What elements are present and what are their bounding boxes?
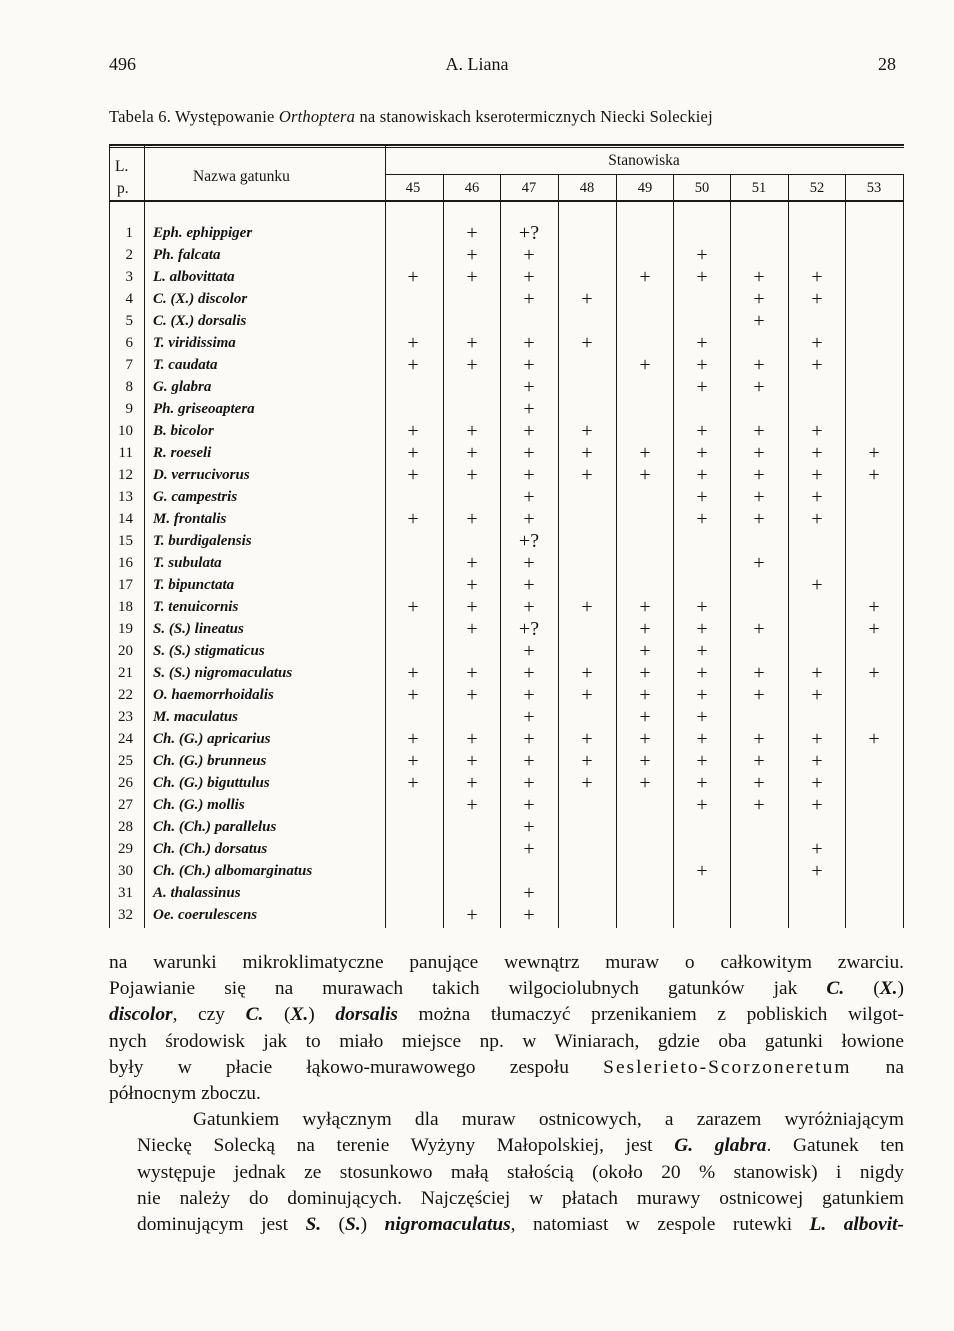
presence-mark: + [581,288,593,310]
presence-mark: +? [518,222,540,244]
taxon-name: discolor [109,1004,173,1026]
taxon-name: nigromaculatus [384,1214,511,1236]
species-name: T. bipunctata [153,577,235,593]
presence-mark: + [753,354,765,376]
text-run: północnym zboczu. [109,1083,261,1105]
taxon-name: dorsalis [335,1004,398,1026]
presence-mark: + [523,684,535,706]
text-run: ( [321,1214,346,1236]
species-name: D. verrucivorus [153,467,250,483]
table-top-rule [109,144,904,146]
presence-mark: + [811,574,823,596]
species-name: C. (X.) discolor [153,291,248,307]
species-name: S. (S.) lineatus [153,621,244,637]
caption-suffix: na stanowiskach kserotermicznych Niecki Soleckiej [359,107,713,126]
text-run: , natomiast w zespole rutewki [510,1214,810,1236]
presence-mark: + [466,904,478,926]
species-name: Eph. ephippiger [153,225,253,241]
presence-mark: + [696,442,708,464]
presence-mark: + [523,882,535,904]
presence-mark: + [523,640,535,662]
presence-mark: + [466,266,478,288]
presence-mark: + [811,486,823,508]
row-number: 25 [118,753,133,769]
taxon-name: C. [826,978,845,1000]
paragraph [109,950,904,1107]
row-number: 24 [118,731,133,747]
text-run: Pojawianie się na murawach takich wilgociolubnych gatunków jak [109,978,827,1000]
presence-mark: + [753,750,765,772]
text-line [109,1055,904,1081]
presence-mark: + [523,288,535,310]
presence-mark: + [639,684,651,706]
species-name: O. haemorrhoidalis [153,687,274,703]
taxon-name: X. [290,1004,309,1026]
presence-mark: + [753,376,765,398]
text-line [109,1029,904,1055]
presence-mark: + [811,508,823,530]
presence-mark: + [753,442,765,464]
text-line [109,1133,904,1159]
text-run: były w płacie łąkowo-murawowego zespołu [109,1056,604,1078]
species-name: Ch. (G.) mollis [153,797,245,813]
row-number: 27 [118,797,133,813]
presence-mark: + [696,640,708,662]
presence-mark: + [523,486,535,508]
table-top-rule-thin [109,147,904,148]
row-number: 8 [125,379,133,395]
presence-mark: + [753,310,765,332]
presence-mark: + [523,816,535,838]
text-line [109,1107,904,1133]
species-name: Ph. falcata [153,247,221,263]
body-text [109,950,904,1238]
presence-mark: + [753,772,765,794]
text-run: ) [897,978,904,1000]
presence-mark: + [753,662,765,684]
species-name: C. (X.) dorsalis [153,313,247,329]
species-name: Ch. (G.) apricarius [153,731,271,747]
presence-mark: + [696,464,708,486]
presence-mark: + [407,442,419,464]
presence-mark: + [753,486,765,508]
text-line [109,1186,904,1212]
text-line [109,1002,904,1028]
presence-mark: + [466,464,478,486]
presence-mark: + [639,640,651,662]
row-number: 30 [118,863,133,879]
presence-mark: + [466,618,478,640]
text-run: dominującym jest [137,1214,306,1236]
row-number: 6 [125,335,133,351]
row-number: 12 [118,467,133,483]
presence-mark: + [696,772,708,794]
presence-mark: + [811,838,823,860]
species-name: T. burdigalensis [153,533,252,549]
text-run: , czy [172,1004,246,1026]
presence-mark: + [639,772,651,794]
row-number: 10 [118,423,133,439]
presence-mark: + [639,750,651,772]
presence-mark: + [407,354,419,376]
occurrence-table [109,144,904,926]
presence-mark: + [696,332,708,354]
text-line [109,1212,904,1238]
presence-mark: + [523,794,535,816]
taxon-name: L. albovit- [809,1214,905,1236]
species-name: G. campestris [153,489,238,505]
species-name: T. viridissima [153,335,236,351]
presence-mark: + [523,442,535,464]
species-name: M. frontalis [153,511,227,527]
presence-mark: + [407,508,419,530]
row-number: 21 [118,665,133,681]
table-right-rule [903,174,904,928]
row-number: 18 [118,599,133,615]
site-header-46: 46 [464,180,480,196]
text-line [109,1081,904,1107]
presence-mark: + [811,728,823,750]
text-run: nie należy do dominujących. Najczęściej w płatach murawy ostnicowej gatunkiem [137,1187,904,1209]
presence-mark: + [639,662,651,684]
presence-mark: + [407,684,419,706]
presence-mark: + [466,420,478,442]
site-column-rule [845,174,846,928]
species-name: Ch. (Ch.) dorsatus [153,841,268,857]
presence-mark: + [753,288,765,310]
presence-mark: + [581,750,593,772]
presence-mark: + [466,222,478,244]
presence-mark: + [639,442,651,464]
site-header-49: 49 [637,180,653,196]
presence-mark: + [523,376,535,398]
presence-mark: + [696,860,708,882]
row-number: 32 [118,907,133,923]
presence-mark: + [753,420,765,442]
presence-mark: + [868,662,880,684]
species-name: S. (S.) stigmaticus [153,643,265,659]
presence-mark: + [407,750,419,772]
site-header-45: 45 [405,180,421,196]
sites-group-rule [385,174,904,175]
text-run: występuje jednak ze stosunkowo małą stałością (około 20 % stanowisk) i nigdy [137,1161,904,1183]
presence-mark: + [523,662,535,684]
site-header-50: 50 [694,180,710,196]
presence-mark: + [466,442,478,464]
presence-mark: +? [518,618,540,640]
presence-mark: + [696,508,708,530]
text-run: . Gatunek ten [766,1135,904,1157]
row-number: 17 [118,577,133,593]
presence-mark: + [639,354,651,376]
text-run: nych środowisk jak to miało miejsce np. w Winiarach, gdzie oba gatunki łowione [109,1030,904,1052]
presence-mark: + [523,574,535,596]
presence-mark: + [407,596,419,618]
row-number: 13 [118,489,133,505]
species-name: A. thalassinus [153,885,241,901]
presence-mark: + [523,750,535,772]
presence-mark: + [811,772,823,794]
presence-mark: + [639,596,651,618]
presence-mark: + [696,706,708,728]
presence-mark: + [696,662,708,684]
presence-mark: + [466,596,478,618]
association-name: Seslerieto-Scorzoneretum [603,1056,852,1078]
taxon-name: X. [879,978,898,1000]
presence-mark: + [523,508,535,530]
presence-mark: + [811,266,823,288]
presence-mark: + [811,288,823,310]
presence-mark: + [868,618,880,640]
presence-mark: + [523,552,535,574]
col-header-lp-bottom: p. [117,180,129,197]
presence-mark: + [639,706,651,728]
presence-mark: + [523,706,535,728]
presence-mark: + [696,728,708,750]
site-header-52: 52 [809,180,825,196]
presence-mark: + [811,332,823,354]
presence-mark: + [868,596,880,618]
site-header-48: 48 [579,180,595,196]
lp-column-rule [144,144,145,928]
row-number: 4 [125,291,133,307]
presence-mark: + [581,332,593,354]
caption-taxon: Orthoptera [278,107,356,126]
presence-mark: + [466,244,478,266]
presence-mark: + [523,332,535,354]
presence-mark: + [466,354,478,376]
presence-mark: + [407,332,419,354]
presence-mark: + [753,508,765,530]
presence-mark: + [466,508,478,530]
presence-mark: + [407,420,419,442]
presence-mark: + [696,596,708,618]
presence-mark: + [753,684,765,706]
presence-mark: + [753,618,765,640]
presence-mark: + [811,464,823,486]
presence-mark: + [407,266,419,288]
site-header-51: 51 [751,180,767,196]
species-name: R. roeseli [153,445,212,461]
species-name: G. glabra [153,379,212,395]
presence-mark: +? [518,530,540,552]
species-name: Ph. griseoaptera [153,401,255,417]
species-name: T. tenuicornis [153,599,239,615]
text-run: Gatunkiem wyłącznym dla muraw ostnicowych, a zarazem wyróżniającym [193,1109,904,1131]
row-number: 26 [118,775,133,791]
presence-mark: + [466,332,478,354]
presence-mark: + [696,486,708,508]
presence-mark: + [581,684,593,706]
page-number-right: 28 [878,54,896,74]
presence-mark: + [696,794,708,816]
species-column-rule [385,144,386,928]
presence-mark: + [753,464,765,486]
text-run: ) [308,1004,336,1026]
presence-mark: + [523,838,535,860]
text-run: ) [360,1214,385,1236]
presence-mark: + [811,420,823,442]
presence-mark: + [466,750,478,772]
presence-mark: + [811,794,823,816]
row-number: 20 [118,643,133,659]
row-number: 15 [118,533,133,549]
text-line [109,1160,904,1186]
presence-mark: + [753,728,765,750]
presence-mark: + [466,794,478,816]
presence-mark: + [753,794,765,816]
presence-mark: + [523,266,535,288]
presence-mark: + [523,904,535,926]
presence-mark: + [811,442,823,464]
presence-mark: + [523,354,535,376]
presence-mark: + [523,244,535,266]
presence-mark: + [696,750,708,772]
presence-mark: + [639,464,651,486]
running-head-author: A. Liana [445,54,509,74]
row-number: 22 [118,687,133,703]
text-run: ( [263,1004,291,1026]
presence-mark: + [466,552,478,574]
table-caption [109,107,713,127]
row-number: 31 [118,885,133,901]
site-header-47: 47 [521,180,537,196]
presence-mark: + [466,728,478,750]
presence-mark: + [523,596,535,618]
presence-mark: + [696,376,708,398]
presence-mark: + [466,772,478,794]
text-run: na warunki mikroklimatyczne panujące wewnątrz muraw o całkowitym zwarciu. [109,952,904,973]
presence-mark: + [581,596,593,618]
row-number: 3 [125,269,133,285]
presence-mark: + [581,442,593,464]
presence-mark: + [407,464,419,486]
presence-mark: + [523,464,535,486]
species-name: S. (S.) nigromaculatus [153,665,293,681]
caption-prefix: Tabela 6. Występowanie [109,107,275,126]
row-number: 5 [125,313,133,329]
presence-mark: + [696,266,708,288]
species-name: T. subulata [153,555,222,571]
text-run: Nieckę Solecką na terenie Wyżyny Małopolskiej, jest [137,1135,675,1157]
species-name: Oe. coerulescens [153,907,258,923]
table-header-rule [109,200,904,202]
species-name: B. bicolor [153,423,214,439]
species-name: Ch. (G.) brunneus [153,753,267,769]
row-number: 28 [118,819,133,835]
row-number: 7 [125,357,133,373]
row-number: 2 [125,247,133,263]
presence-mark: + [696,684,708,706]
row-number: 14 [118,511,133,527]
presence-mark: + [466,574,478,596]
species-name: Ch. (Ch.) albomarginatus [153,863,313,879]
presence-mark: + [639,728,651,750]
presence-mark: + [811,662,823,684]
text-run: ( [844,978,880,1000]
presence-mark: + [811,860,823,882]
row-number: 1 [125,225,133,241]
presence-mark: + [523,420,535,442]
presence-mark: + [407,662,419,684]
presence-mark: + [581,772,593,794]
col-header-sites: Stanowiska [608,152,680,169]
site-header-53: 53 [866,180,882,196]
row-number: 23 [118,709,133,725]
row-number: 9 [125,401,133,417]
presence-mark: + [581,662,593,684]
species-name: Ch. (Ch.) parallelus [153,819,277,835]
species-name: M. maculatus [153,709,239,725]
row-number: 19 [118,621,133,637]
taxon-name: S. [305,1214,322,1236]
presence-mark: + [523,398,535,420]
species-name: Ch. (G.) biguttulus [153,775,270,791]
text-run: można tłumaczyć przenikaniem z pobliskich wilgot- [397,1004,905,1026]
text-line [109,976,904,1002]
row-number: 29 [118,841,133,857]
presence-mark: + [581,728,593,750]
presence-mark: + [868,464,880,486]
presence-mark: + [696,420,708,442]
presence-mark: + [581,420,593,442]
presence-mark: + [868,442,880,464]
species-name: L. albovittata [153,269,235,285]
text-run: na [851,1056,904,1078]
presence-mark: + [639,618,651,640]
presence-mark: + [639,266,651,288]
presence-mark: + [407,728,419,750]
presence-mark: + [811,684,823,706]
presence-mark: + [407,772,419,794]
text-line [109,950,904,976]
presence-mark: + [753,266,765,288]
presence-mark: + [696,618,708,640]
presence-mark: + [466,684,478,706]
presence-mark: + [466,662,478,684]
page-number-left: 496 [109,54,136,74]
col-header-species: Nazwa gatunku [193,168,290,185]
presence-mark: + [753,552,765,574]
taxon-name: G. glabra [674,1135,767,1157]
presence-mark: + [811,750,823,772]
paragraph [109,1107,904,1238]
row-number: 11 [118,445,133,461]
presence-mark: + [696,244,708,266]
presence-mark: + [523,772,535,794]
row-number: 16 [118,555,133,571]
presence-mark: + [868,728,880,750]
taxon-name: S. [345,1214,361,1236]
presence-mark: + [581,464,593,486]
presence-mark: + [696,354,708,376]
col-header-lp-top: L. [115,158,129,175]
presence-mark: + [523,728,535,750]
presence-mark: + [811,354,823,376]
species-name: T. caudata [153,357,218,373]
taxon-name: C. [245,1004,264,1026]
